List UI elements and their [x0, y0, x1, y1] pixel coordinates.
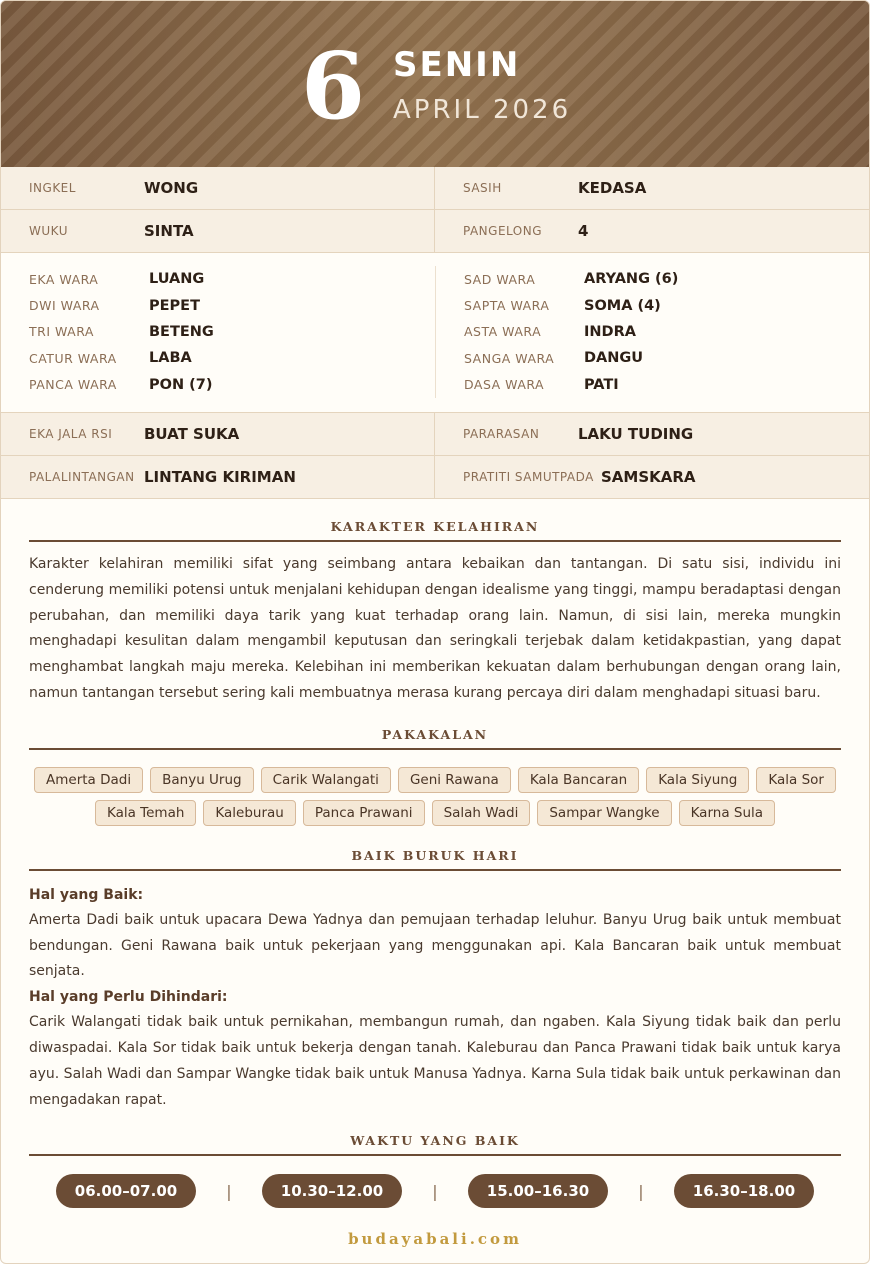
- wara-value: ARYANG (6): [584, 271, 679, 288]
- day-name: SENIN: [393, 45, 521, 85]
- pakakalan-chip: Kaleburau: [203, 800, 295, 826]
- pakakalan-chip: Panca Prawani: [303, 800, 425, 826]
- eka-jala-rsi-value: BUAT SUKA: [144, 424, 240, 443]
- time-slot-list: [1, 1174, 869, 1208]
- info-cell-sasih: [435, 167, 869, 210]
- pararasan-value: LAKU TUDING: [578, 424, 694, 443]
- pararasan-label: PARARASAN: [463, 426, 540, 441]
- wara-row: [464, 345, 869, 371]
- wara-label: SAD WARA: [464, 271, 536, 287]
- wara-row: [29, 345, 435, 371]
- time-slot-pill: 16.30–18.00: [674, 1174, 814, 1208]
- wara-value: SOMA (4): [584, 297, 661, 314]
- wara-value: DANGU: [584, 350, 644, 367]
- good-heading: Hal yang Baik:: [29, 886, 144, 903]
- wuku-label: WUKU: [29, 224, 68, 238]
- karakter-text: Karakter kelahiran memiliki sifat yang seimbang antara kebaikan dan tantangan. Di satu sisi, individu ini cenderung memiliki potensi untuk menjalani kehidupan dengan idealisme yang tinggi, mampu beradaptasi dengan perubahan, dan memiliki daya tarik yang kuat terhadap orang lain. Namun, di sisi lain, mereka mungkin menghadapi kesulitan dalam mengambil keputusan dan seringkali terjebak dalam ketidakpastian, yang dapat menghambat langkah maju mereka. Kelebihan ini memberikan kekuatan dalam berhubungan dengan orang lain, namun tantangan tersebut sering kali membuatnya merasa kurang percaya diri dalam menghadapi situasi baru.: [29, 555, 841, 701]
- info-cell-pratiti-samutpada: [435, 456, 869, 499]
- wara-value: BETENG: [149, 323, 214, 340]
- wara-label: EKA WARA: [29, 271, 99, 287]
- sasih-label: SASIH: [463, 181, 502, 195]
- pakakalan-chip: Kala Siyung: [646, 767, 749, 793]
- ingkel-label: INGKEL: [29, 181, 76, 195]
- wara-value: LUANG: [149, 271, 205, 288]
- pakakalan-chip: Carik Walangati: [261, 767, 391, 793]
- pakakalan-chip: Sampar Wangke: [537, 800, 671, 826]
- waktu-section: [1, 1133, 869, 1208]
- wara-row: [29, 372, 435, 398]
- baik-buruk-title: BAIK BURUK HARI: [29, 848, 841, 871]
- palalintangan-label: PALALINTANGAN: [29, 469, 135, 484]
- time-separator: |: [432, 1181, 438, 1201]
- info-cell-eka-jala-rsi: [1, 413, 435, 456]
- time-slot-pill: 06.00–07.00: [56, 1174, 196, 1208]
- wara-section: [1, 253, 869, 413]
- wara-label: PANCA WARA: [29, 377, 117, 393]
- site-footer-link[interactable]: budayabali.com: [348, 1230, 522, 1249]
- pratiti-samutpada-value: SAMSKARA: [601, 467, 696, 486]
- baik-buruk-section: [1, 848, 869, 1114]
- palalintangan-value: LINTANG KIRIMAN: [144, 467, 296, 486]
- info-cell-pararasan: [435, 413, 869, 456]
- pratiti-samutpada-label: PRATITI SAMUTPADA: [463, 469, 594, 484]
- info-row-eka-jala-rsi: [1, 413, 869, 456]
- ingkel-value: WONG: [144, 179, 199, 197]
- wara-row: [29, 292, 435, 318]
- good-text: Amerta Dadi baik untuk upacara Dewa Yadnya dan pemujaan terhadap leluhur. Banyu Urug baik untuk membuat bendungan. Geni Rawana baik untuk pekerjaan yang menggunakan api. Kala Bancaran baik untuk membuat senjata.: [29, 911, 841, 980]
- wara-label: DASA WARA: [464, 377, 545, 393]
- wara-value: PATI: [584, 376, 619, 393]
- pakakalan-chip: Kala Temah: [95, 800, 196, 826]
- date-number: 6: [301, 32, 366, 140]
- waktu-title: WAKTU YANG BAIK: [29, 1133, 841, 1156]
- pangelong-value: 4: [578, 222, 589, 240]
- date-header: [1, 1, 869, 167]
- info-row-wuku: [1, 210, 869, 253]
- info-cell-palalintangan: [1, 456, 435, 499]
- time-separator: |: [226, 1181, 232, 1201]
- wara-value: INDRA: [584, 323, 636, 340]
- info-cell-pangelong: [435, 210, 869, 253]
- wara-row: [464, 292, 869, 318]
- month-year: APRIL 2026: [393, 95, 572, 125]
- wara-value: LABA: [149, 350, 192, 367]
- wara-label: TRI WARA: [29, 324, 94, 340]
- avoid-heading: Hal yang Perlu Dihindari:: [29, 989, 228, 1006]
- wara-row: [464, 319, 869, 345]
- pakakalan-section: [1, 727, 869, 826]
- karakter-section: [1, 519, 869, 707]
- pakakalan-chip: Karna Sula: [679, 800, 775, 826]
- info-cell-wuku: [1, 210, 435, 253]
- time-slot-pill: 15.00–16.30: [468, 1174, 608, 1208]
- sasih-value: KEDASA: [578, 179, 647, 197]
- pakakalan-chip: Kala Sor: [756, 767, 836, 793]
- wara-value: PEPET: [149, 297, 200, 314]
- wara-row: [464, 372, 869, 398]
- pakakalan-chip: Kala Bancaran: [518, 767, 639, 793]
- pakakalan-chip: Geni Rawana: [398, 767, 511, 793]
- karakter-title: KARAKTER KELAHIRAN: [29, 519, 841, 542]
- wara-column-left: [1, 266, 435, 398]
- pakakalan-title: PAKAKALAN: [29, 727, 841, 750]
- wara-label: DWI WARA: [29, 298, 100, 314]
- avoid-text: Carik Walangati tidak baik untuk pernikahan, membangun rumah, dan ngaben. Kala Siyung tidak baik dan perlu diwaspadai. Kala Sor tidak baik untuk bekerja dengan tanah. Kaleburau dan Panca Prawani tidak baik untuk karya ayu. Salah Wadi dan Sampar Wangke tidak baik untuk Manusa Yadnya. Karna Sula tidak baik untuk perkawinan dan mengadakan rapat.: [29, 1014, 841, 1108]
- pangelong-label: PANGELONG: [463, 224, 543, 238]
- eka-jala-rsi-label: EKA JALA RSI: [29, 426, 113, 441]
- wara-value: PON (7): [149, 376, 213, 393]
- pakakalan-chip: Amerta Dadi: [34, 767, 143, 793]
- pakakalan-chip: Banyu Urug: [150, 767, 253, 793]
- wuku-value: SINTA: [144, 222, 194, 240]
- wara-label: ASTA WARA: [464, 324, 542, 340]
- wara-row: [29, 319, 435, 345]
- wara-label: SAPTA WARA: [464, 298, 550, 314]
- wara-label: SANGA WARA: [464, 350, 555, 366]
- wara-label: CATUR WARA: [29, 350, 117, 366]
- info-row-ingkel: [1, 167, 869, 210]
- pakakalan-chip: Salah Wadi: [432, 800, 531, 826]
- info-cell-ingkel: [1, 167, 435, 210]
- time-slot-pill: 10.30–12.00: [262, 1174, 402, 1208]
- wara-row: [29, 266, 435, 292]
- time-separator: |: [638, 1181, 644, 1201]
- wara-row: [464, 266, 869, 292]
- info-row-palalintangan: [1, 456, 869, 499]
- pakakalan-list: [29, 767, 841, 826]
- wara-column-right: [435, 266, 869, 398]
